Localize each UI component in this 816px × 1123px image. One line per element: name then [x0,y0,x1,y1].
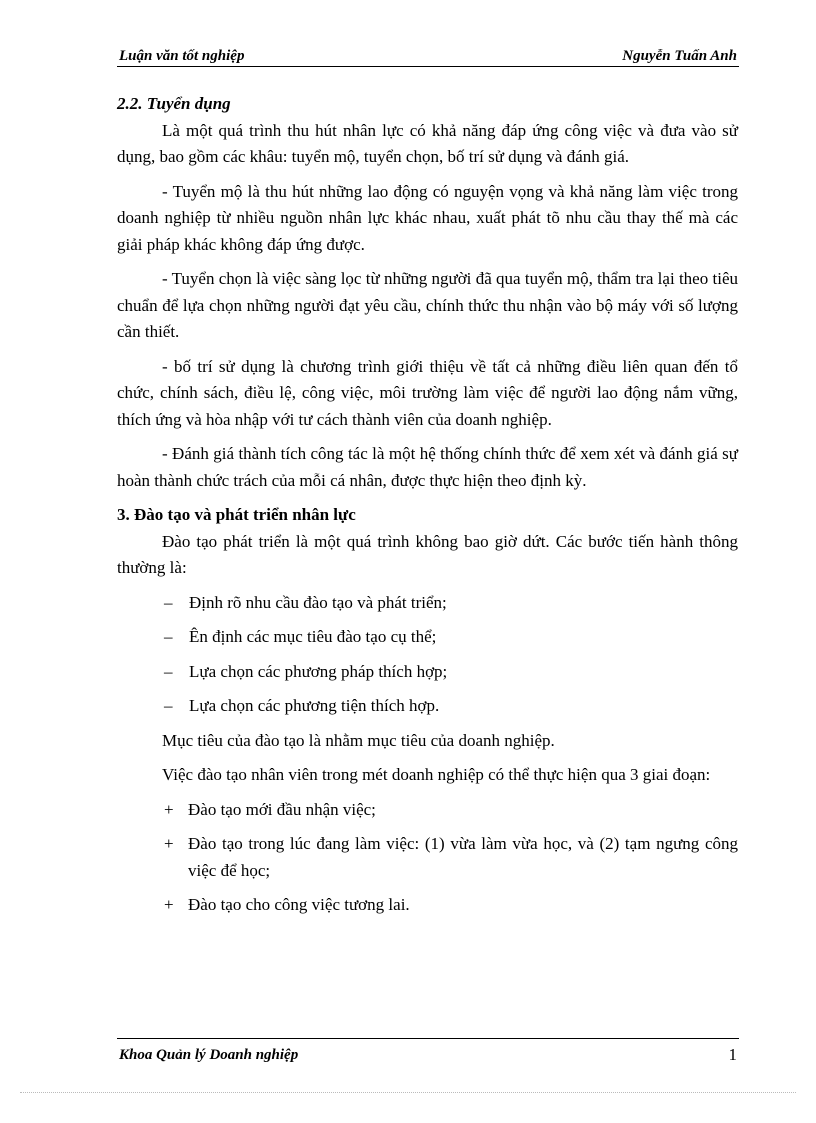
placement-point: - bố trí sử dụng là chương trình giới thiệu về tất cả những điều liên quan đến tổ chức, chính sách, điều lệ, công việc, môi trường làm việc để người lao động nắm vững, thích ứng và hòa nhập với tư cách thành viên của doanh nghiệp. [117,356,738,429]
dash-bullet: – [164,696,173,715]
dash-bullet: – [164,627,173,646]
footer-left-text: Khoa Quản lý Doanh nghiệp [119,1047,299,1063]
page-header [117,46,739,67]
training-stages-intro: Việc đào tạo nhân viên trong mét doanh nghiệp có thể thực hiện qua 3 giai đoạn: [162,765,711,784]
recruitment-point: - Tuyển mộ là thu hút những lao động có nguyện vọng và khả năng làm việc trong doanh nghiệp từ nhiều nguồn nhân lực khác nhau, xuất phát tõ nhu cầu thay thế mà các giải pháp khác không đáp ứng được. [117,181,738,254]
step-text: Định rõ nhu cầu đào tạo và phát triển; [189,592,447,612]
document-body [117,91,738,927]
evaluation-point: - Đánh giá thành tích công tác là một hệ thống chính thức để xem xét và đánh giá sự hoàn thành chức trách của mỗi cá nhân, được thực hiện theo định kỳ. [117,444,738,490]
page-bottom-divider [20,1092,796,1093]
plus-bullet: + [164,799,174,819]
dash-bullet: – [164,592,173,612]
list-item [117,624,738,651]
section-3-intro: Đào tạo phát triển là một quá trình không bao giờ dứt. Các bước tiến hành thông thường là: [117,531,738,577]
header-right-text: Nguyễn Tuấn Anh [622,48,737,64]
plus-bullet: + [164,834,174,853]
list-item [117,659,738,686]
stage-text: Đào tạo mới đầu nhận việc; [188,799,376,819]
dash-bullet: – [164,661,173,681]
section-3-heading: 3. Đào tạo và phát triển nhân lực [117,505,356,524]
training-goal: Mục tiêu của đào tạo là nhằm mục tiêu của doanh nghiệp. [162,730,555,750]
list-item [117,892,738,919]
list-item [117,693,738,720]
header-left-text: Luận văn tốt nghiệp [119,48,245,64]
stage-text: Đào tạo trong lúc đang làm việc: (1) vừa làm vừa học, và (2) tạm ngưng công việc để học; [188,834,738,880]
selection-point: - Tuyển chọn là việc sàng lọc từ những người đã qua tuyển mộ, thẩm tra lại theo tiêu chuẩn để lựa chọn những người đạt yêu cầu, chính thức thu nhận vào bộ máy với số lượng cần thiết. [117,269,738,341]
step-text: Lựa chọn các phương pháp thích hợp; [189,661,448,681]
section-2-2-intro: Là một quá trình thu hút nhân lực có khả năng đáp ứng công việc và đưa vào sử dụng, bao gồm các khâu: tuyển mộ, tuyển chọn, bố trí sử dụng và đánh giá. [117,120,738,166]
list-item [117,797,738,824]
list-item [117,831,738,884]
step-text: Lựa chọn các phương tiện thích hợp. [189,696,440,715]
footer-divider [117,1038,739,1039]
page-footer [117,1045,739,1067]
step-text: Ên định các mục tiêu đào tạo cụ thể; [189,627,437,646]
page-number: 1 [728,1045,737,1064]
list-item [117,590,738,617]
section-2-2-heading: 2.2. Tuyển dụng [117,94,231,113]
plus-bullet: + [164,895,174,914]
stage-text: Đào tạo cho công việc tương lai. [188,895,410,914]
